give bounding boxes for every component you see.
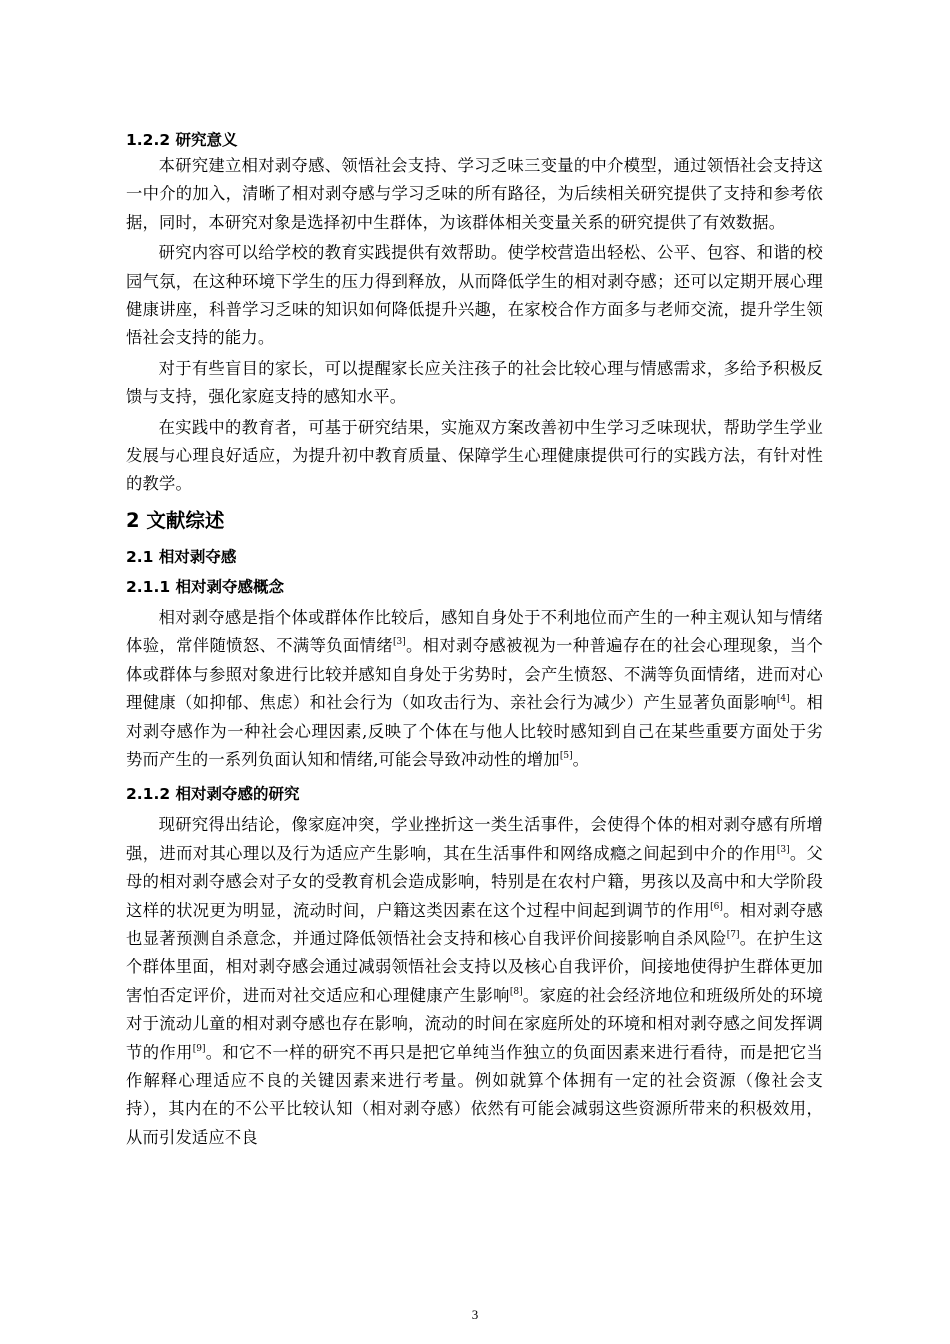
citation-ref: [8] bbox=[509, 986, 523, 997]
text-run: 。和它不一样的研究不再只是把它单纯当作独立的负面因素来进行看待，而是把它当作解释心理适应不良的关键因素来进行考量。例如就算个体拥有一定的社会资源（像社会支持），其内在的不公平比较认知（相对剥夺感）依然有可能会减弱这些资源所带来的积极效用，从而引发适应不良 bbox=[126, 1042, 823, 1147]
page-content bbox=[126, 128, 823, 1152]
page-number: 3 bbox=[471, 1307, 479, 1322]
citation-ref: [5] bbox=[559, 750, 573, 761]
paragraph-significance-3: 对于有些盲目的家长，可以提醒家长应关注孩子的社会比较心理与情感需求，多给予积极反馈与支持，强化家庭支持的感知水平。 bbox=[126, 358, 823, 407]
heading-2-1-2: 2.1.2 相对剥夺感的研究 bbox=[126, 785, 300, 804]
heading-1-2-2: 1.2.2 研究意义 bbox=[126, 131, 238, 149]
heading-2-1: 2.1 相对剥夺感 bbox=[126, 547, 237, 566]
text-run: 相对剥夺感是指个体或群体作比较后，感知自身处于不利地位而产生的一种主观认知与情绪体验，常伴随愤怒、不满等负面情绪 bbox=[126, 607, 823, 656]
heading-2-literature-review: 2 文献综述 bbox=[126, 508, 225, 532]
citation-ref: [3] bbox=[393, 637, 406, 648]
text-run: 现研究得出结论，像家庭冲突，学业挫折这一类生活事件，会使得个体的相对剥夺感有所增强，进而对其心理以及行为适应产生影响，其在生活事件和网络成瘾之间起到中介的作用 bbox=[126, 815, 823, 863]
citation-ref: [4] bbox=[776, 694, 790, 705]
heading-2-1-1: 2.1.1 相对剥夺感概念 bbox=[126, 577, 285, 596]
paragraph-significance-2: 研究内容可以给学校的教育实践提供有效帮助。使学校营造出轻松、公平、包容、和谐的校园气氛，在这种环境下学生的压力得到释放，从而降低学生的相对剥夺感；还可以定期开展心理健康讲座，科普学习乏味的知识如何降低提升兴趣，在家校合作方面多与老师交流，提升学生领悟社会支持的能力。 bbox=[126, 243, 823, 348]
text-run: 。家庭的社会经济地位和班级所处的环境对于流动儿童的相对剥夺感也存在影响，流动的时间在家庭所处的环境和相对剥夺感之间发挥调节的作用 bbox=[126, 985, 823, 1062]
paragraph-significance-1: 本研究建立相对剥夺感、领悟社会支持、学习乏味三变量的中介模型，通过领悟社会支持这一中介的加入，清晰了相对剥夺感与学习乏味的所有路径，为后续相关研究提供了支持和参考依据，同时，本研究对象是选择初中生群体，为该群体相关变量关系的研究提供了有效数据。 bbox=[126, 156, 823, 232]
text-run: 。相对剥夺感被视为一种普遍存在的社会心理现象，当个体或群体与参照对象进行比较并感知自身处于劣势时，会产生愤怒、不满等负面情绪，进而对心理健康（如抑郁、焦虑）和社会行为（如攻击行为、亲社会行为减少）产生显著负面影响 bbox=[126, 636, 823, 713]
citation-ref: [3] bbox=[776, 844, 790, 855]
text-run: 。父母的相对剥夺感会对子女的受教育机会造成影响，特别是在农村户籍，男孩以及高中和大学阶段这样的状况更为明显，流动时间，户籍这类因素在这个过程中间起到调节的作用 bbox=[126, 843, 823, 920]
citation-ref: [6] bbox=[710, 901, 723, 912]
paragraph-concept bbox=[126, 604, 823, 774]
text-run: 。在护生这个群体里面，相对剥夺感会通过减弱领悟社会支持以及核心自我评价，间接地使得护生群体更加害怕否定评价，进而对社交适应和心理健康产生影响 bbox=[126, 928, 823, 1005]
text-run: 。相对剥夺感也显著预测自杀意念，并通过降低领悟社会支持和核心自我评价间接影响自杀风险 bbox=[126, 900, 823, 948]
text-run: 。相对剥夺感作为一种社会心理因素,反映了个体在与他人比较时感知到自己在某些重要方面处于劣势而产生的一系列负面认知和情绪,可能会导致冲动性的增加 bbox=[126, 693, 823, 769]
citation-ref: [7] bbox=[726, 929, 740, 940]
text-run: 。 bbox=[572, 749, 590, 769]
citation-ref: [9] bbox=[192, 1043, 206, 1054]
paragraph-significance-4: 在实践中的教育者，可基于研究结果，实施双方案改善初中生学习乏味现状，帮助学生学业发展与心理良好适应，为提升初中教育质量、保障学生心理健康提供可行的实践方法，有针对性的教学。 bbox=[126, 417, 823, 494]
paragraph-research bbox=[126, 811, 823, 1152]
